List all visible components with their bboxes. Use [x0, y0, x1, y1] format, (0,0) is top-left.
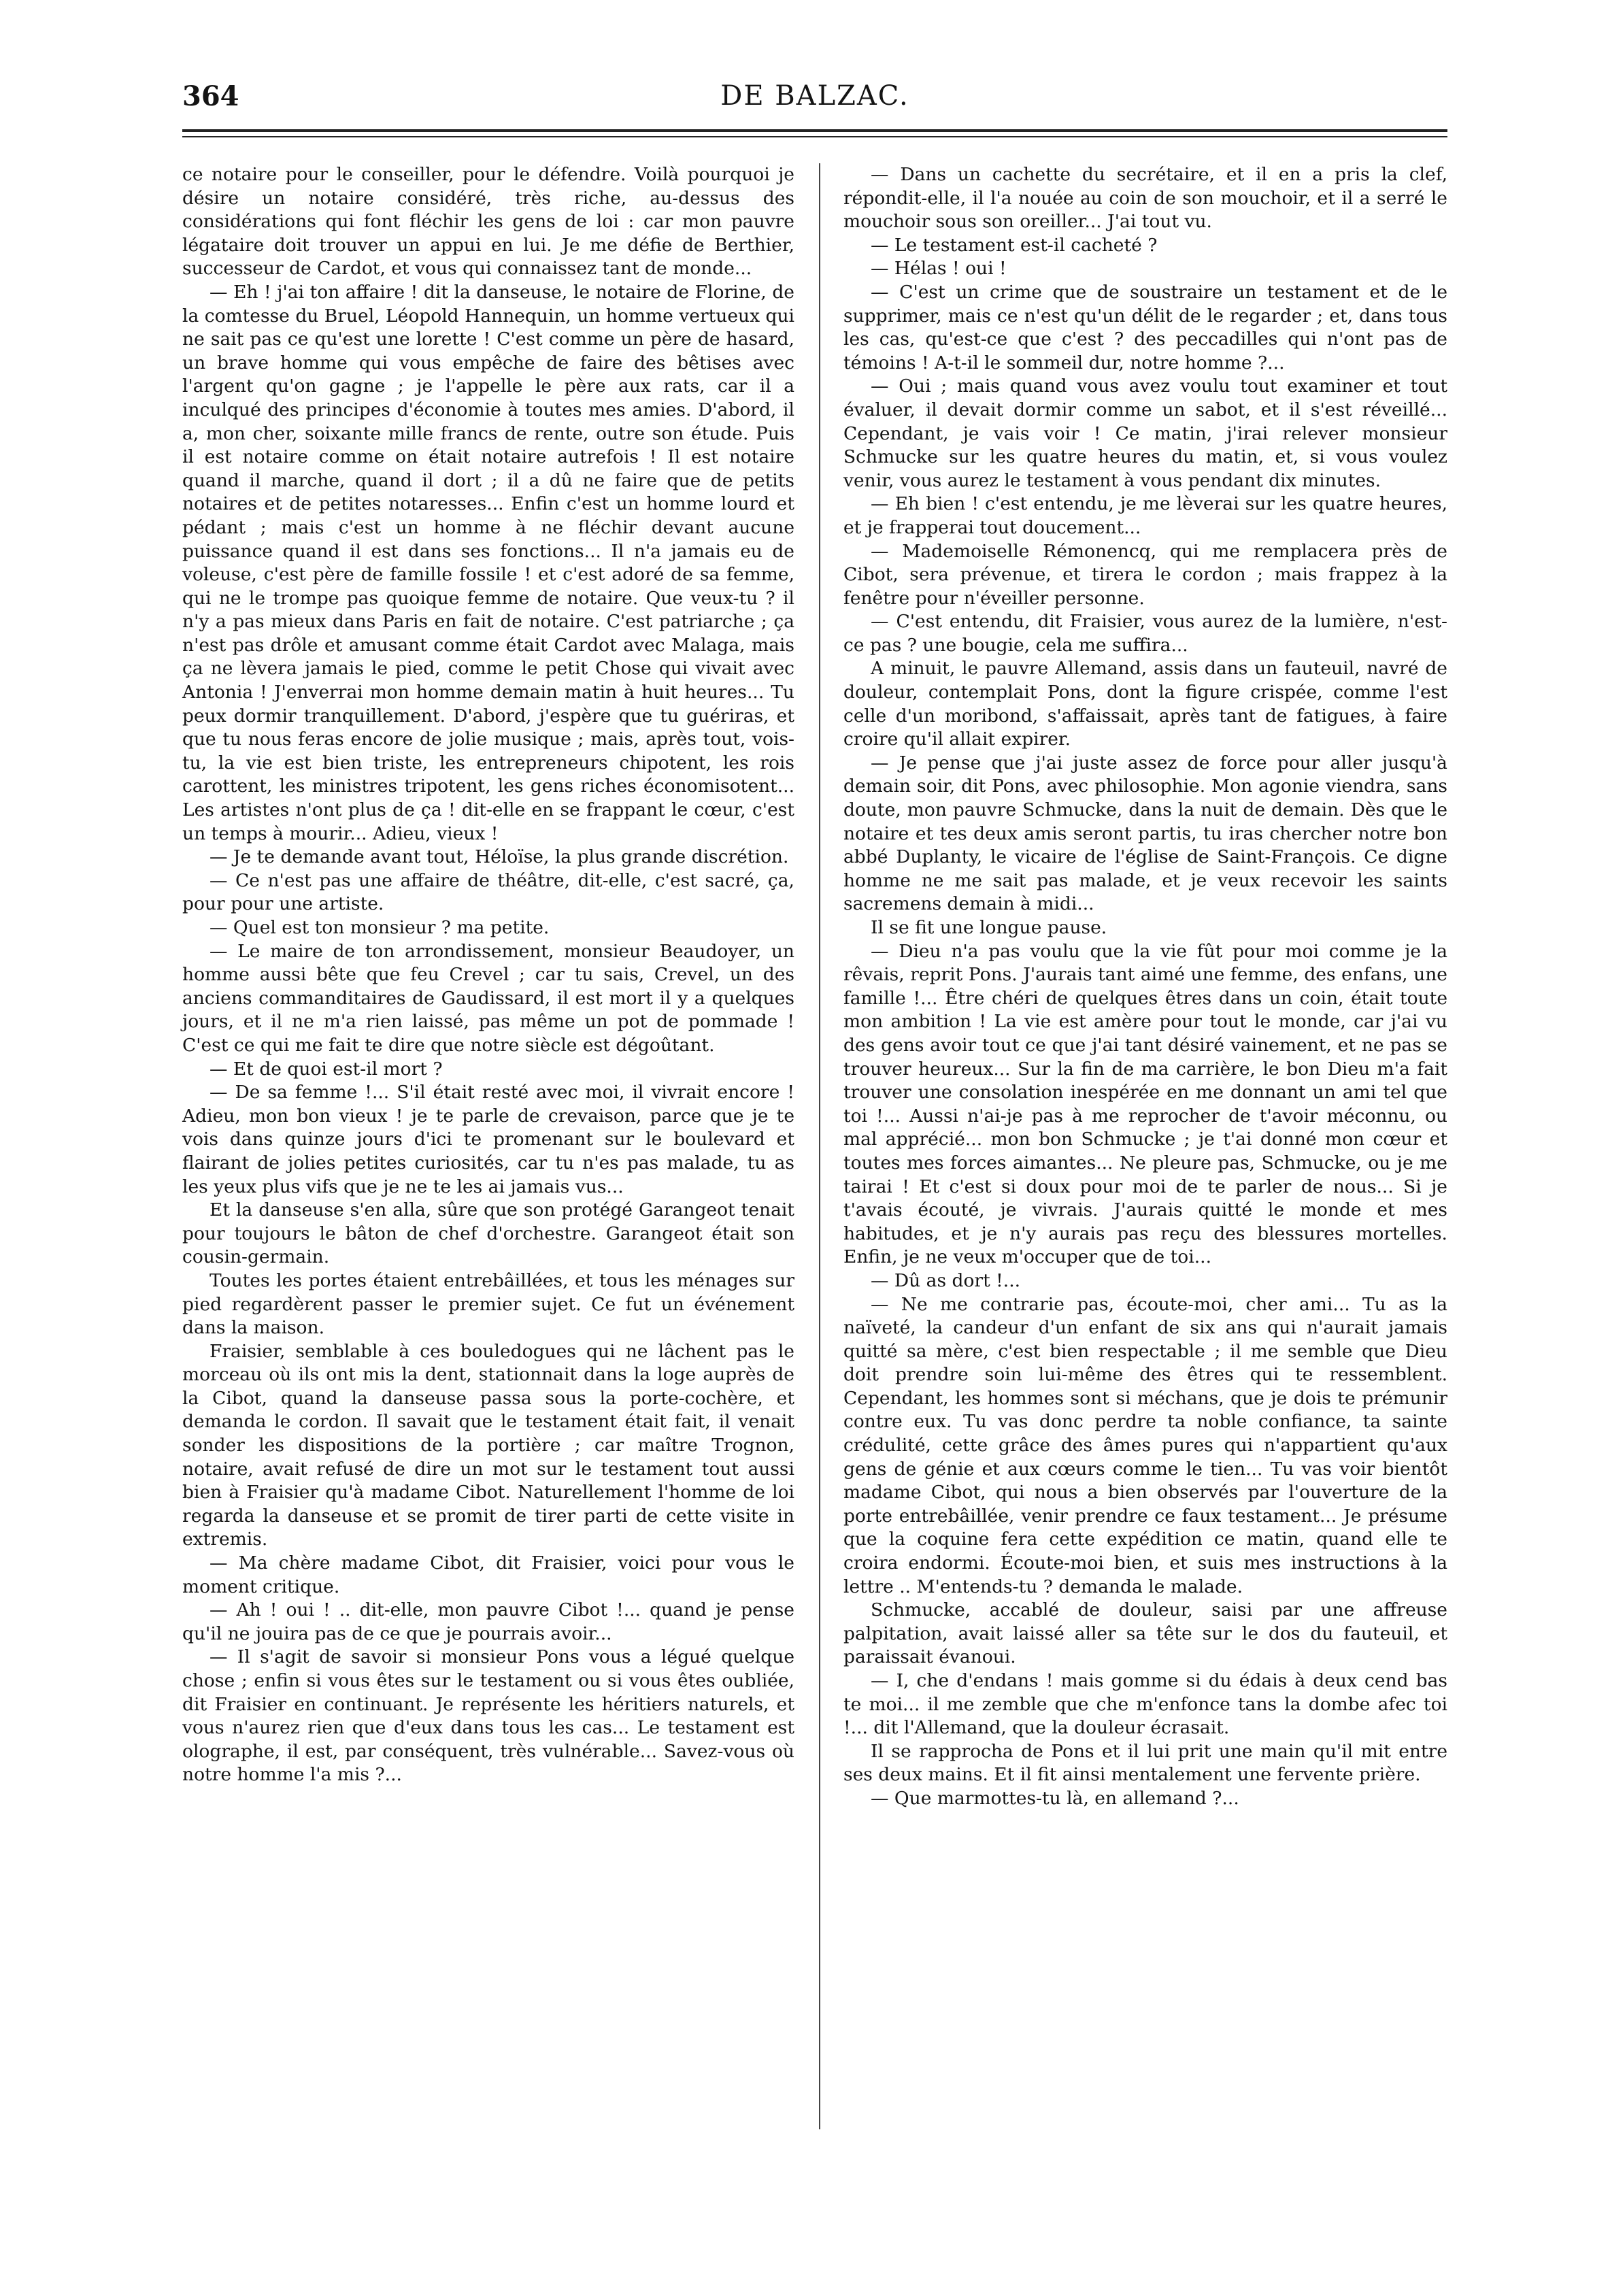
paragraph: — Dû as dort !... [871, 1269, 1021, 1291]
paragraph: — Le testament est-il cacheté ? [871, 234, 1158, 256]
paragraph: — Eh ! j'ai ton affaire ! dit la danseuse, le notaire de Florine, de la comtesse du Bruel, Léopold Hannequin, un homme vertueux qui ne sait pas ce qu'est une lorette ! C'est comme un père de hasard, un brave homme qui vous empêche de faire des bêtises avec l'argent qu'on gagne ; je l'appelle le père aux rats, car il a inculqué des principes d'économie à toutes mes amies. D'abord, il a, mon cher, soixante mille francs de rente, outre son étude. Puis il est notaire comme on était notaire autrefois ! Il est notaire quand il marche, quand il dort ; il a dû ne faire que de petits notaires et de petites notaresses... Enfin c'est un homme lourd et pédant ; mais c'est un homme à ne fléchir devant aucune puissance quand il est dans ses fonctions... Il n'a jamais eu de voleuse, c'est père de famille fossile ! et c'est adoré de sa femme, qui ne le trompe pas quoique femme de notaire. Que veux-tu ? il n'y a pas mieux dans Paris en fait de notaire. C'est patriarche ; ça n'est pas drôle et amusant comme était Cardot avec Malaga, mais ça ne lèvera jamais le pied, comme le petit Chose qui vivait avec Antonia ! J'enverrai mon homme demain matin à huit heures... Tu peux dormir tranquillement. D'abord, j'espère que tu guériras, et que tu nous feras encore de jolie musique ; mais, après tout, vois-tu, la vie est bien triste, les entrepreneurs chipotent, les rois carottent, les ministres tripotent, les gens riches économisotent... Les artistes n'ont plus de ça ! dit-elle en se frappant le cœur, c'est un temps à mourir... Adieu, vieux ! [182, 281, 794, 844]
paragraph: — Et de quoi est-il mort ? [209, 1058, 443, 1080]
paragraph: Schmucke, accablé de douleur, saisi par une affreuse palpitation, avait laissé aller sa tête sur le dos du fauteuil, et paraissait évanoui. [843, 1599, 1447, 1668]
paragraph: — Eh bien ! c'est entendu, je me lèverai sur les quatre heures, et je frapperai tout doucement... [843, 493, 1447, 538]
paragraph: — Dieu n'a pas voulu que la vie fût pour moi comme je la rêvais, reprit Pons. J'aurais tant aimé une femme, des enfans, une famille !... Être chéri de quelques êtres dans un coin, était toute mon ambition ! La vie est amère pour tout le monde, car j'ai vu des gens avoir tout ce que j'ai tant désiré vainement, et ne pas se trouver heureux... Sur la fin de ma carrière, le bon Dieu m'a fait trouver une consolation inespérée en me donnant un ami tel que toi !... Aussi n'ai-je pas à me reprocher de t'avoir méconnu, ou mal apprécié... mon bon Schmucke ; je t'ai donné mon cœur et toutes mes forces aimantes... Ne pleure pas, Schmucke, ou je me tairai ! Et c'est si doux pour moi de te parler de nous... Si je t'avais écouté, je vivrais. J'aurais quitté le monde et mes habitudes, et je n'y aurais pas reçu des blessures mortelles. Enfin, je ne veux m'occuper que de toi... [843, 940, 1447, 1268]
paragraph: — Ma chère madame Cibot, dit Fraisier, voici pour vous le moment critique. [182, 1552, 794, 1597]
left-column [182, 163, 794, 1787]
paragraph: Et la danseuse s'en alla, sûre que son protégé Garangeot tenait pour toujours le bâton de chef d'orchestre. Garangeot était son cousin-germain. [182, 1199, 794, 1268]
paragraph: Fraisier, semblable à ces bouledogues qui ne lâchent pas le morceau où ils ont mis la dent, stationnait dans la loge auprès de la Cibot, quand la danseuse passa sous la porte-cochère, et demanda le cordon. Il savait que le testament était fait, il venait sonder les dispositions de la portière ; car maître Trognon, notaire, avait refusé de dire un mot sur le testament tout aussi bien à Fraisier qu'à madame Cibot. Naturellement l'homme de loi regarda la danseuse et se promit de tirer parti de cette visite in extremis. [182, 1340, 794, 1550]
paragraph: — Le maire de ton arrondissement, monsieur Beaudoyer, un homme aussi bête que feu Crevel ; car tu sais, Crevel, un des anciens commanditaires de Gaudissard, il est mort il y a quelques jours, et il ne m'a rien laissé, pas même un pot de pommade ! C'est ce qui me fait te dire que notre siècle est dégoûtant. [182, 940, 794, 1056]
paragraph: — I, che d'endans ! mais gomme si du édais à deux cend bas te moi... il me zemble que che m'enfonce tans la dombe afec toi !... dit l'Allemand, que la douleur écrasait. [843, 1670, 1447, 1739]
paragraph: — Dans un cachette du secrétaire, et il en a pris la clef, répondit-elle, il l'a nouée au coin de son mouchoir, et il a serré le mouchoir sous son oreiller... J'ai tout vu. [843, 164, 1447, 233]
header-rule-thin [182, 136, 1447, 137]
paragraph: — Quel est ton monsieur ? ma petite. [209, 917, 550, 938]
paragraph: — C'est entendu, dit Fraisier, vous aurez de la lumière, n'est-ce pas ? une bougie, cela me suffira... [843, 611, 1447, 656]
paragraph: — Il s'agit de savoir si monsieur Pons vous a légué quelque chose ; enfin si vous êtes sur le testament ou si vous êtes oubliée, dit Fraisier en continuant. Je représente les héritiers naturels, et vous n'aurez rien que d'eux dans tous les cas... Le testament est olographe, il est, par conséquent, très vulnérable... Savez-vous où notre homme l'a mis ?... [182, 1646, 794, 1786]
paragraph: — Ce n'est pas une affaire de théâtre, dit-elle, c'est sacré, ça, pour pour une artiste. [182, 869, 794, 915]
paragraph: — Oui ; mais quand vous avez voulu tout examiner et tout évaluer, il devait dormir comme un sabot, et il s'est réveillé... Cependant, je vais voir ! Ce matin, j'irai relever monsieur Schmucke sur les quatre heures du matin, et, si vous voulez venir, vous aurez le testament à vous pendant dix minutes. [843, 376, 1447, 491]
running-title: DE BALZAC. [720, 80, 909, 112]
paragraph: — Mademoiselle Rémonencq, qui me remplacera près de Cibot, sera prévenue, et tirera le cordon ; mais frappez à la fenêtre pour n'éveiller personne. [843, 540, 1447, 609]
paragraph: — Je pense que j'ai juste assez de force pour aller jusqu'à demain soir, dit Pons, avec philosophie. Mon agonie viendra, sans doute, mon pauvre Schmucke, dans la nuit de demain. Dès que le notaire et tes deux amis seront partis, tu iras chercher notre bon abbé Duplanty, le vicaire de l'église de Saint-François. Ce digne homme ne me sait pas malade, et je veux recevoir les saints sacremens demain à midi... [843, 752, 1447, 915]
page-number: 364 [182, 80, 239, 112]
paragraph: — Ne me contrarie pas, écoute-moi, cher ami... Tu as la naïveté, la candeur d'un enfant de six ans qui n'aurait jamais quitté sa mère, c'est bien respectable ; il me semble que Dieu doit prendre soin lui-même des êtres qui te ressemblent. Cependant, les hommes sont si méchans, que je dois te prémunir contre eux. Tu vas donc perdre ta noble confiance, ta sainte crédulité, cette grâce des âmes pures qui n'appartient qu'aux gens de génie et aux cœurs comme le tien... Tu vas voir bientôt madame Cibot, qui nous a bien observés par l'ouverture de la porte entrebâillée, venir prendre ce faux testament... Je présume que la coquine fera cette expédition ce matin, quand elle te croira endormi. Écoute-moi bien, et suis mes instructions à la lettre .. M'entends-tu ? demanda le malade. [843, 1293, 1447, 1597]
paragraph: ce notaire pour le conseiller, pour le défendre. Voilà pourquoi je désire un notaire considéré, très riche, au-dessus des considérations qui font fléchir les gens de loi : car mon pauvre légataire doit trouver un appui en lui. Je me défie de Berthier, successeur de Cardot, et vous qui connaissez tant de monde... [182, 164, 794, 280]
paragraph: — De sa femme !... S'il était resté avec moi, il vivrait encore ! Adieu, mon bon vieux ! je te parle de crevaison, parce que je te vois dans quinze jours d'ici te promenant sur le boulevard et flairant de jolies petites curiosités, car tu n'es pas malade, tu as les yeux plus vifs que je ne te les ai jamais vus... [182, 1082, 794, 1197]
paragraph: — C'est un crime que de soustraire un testament et de le supprimer, mais ce n'est qu'un délit de le regarder ; et, dans tous les cas, qu'est-ce que c'est ? des peccadilles qui n'ont pas de témoins ! A-t-il le sommeil dur, notre homme ?... [843, 281, 1447, 373]
page-header [182, 80, 1447, 121]
paragraph: Il se fit une longue pause. [871, 917, 1107, 938]
header-rule-thick [182, 129, 1447, 132]
paragraph: Il se rapprocha de Pons et il lui prit une main qu'il mit entre ses deux mains. Et il fit ainsi mentalement une fervente prière. [843, 1740, 1447, 1786]
column-divider [819, 163, 820, 2129]
paragraph: A minuit, le pauvre Allemand, assis dans un fauteuil, navré de douleur, contemplait Pons, dont la figure crispée, comme l'est celle d'un moribond, s'affaissait, après tant de fatigues, à faire croire qu'il allait expirer. [843, 658, 1447, 750]
paragraph: — Je te demande avant tout, Héloïse, la plus grande discrétion. [209, 846, 789, 868]
paragraph: — Que marmottes-tu là, en allemand ?... [871, 1787, 1239, 1809]
paragraph: Toutes les portes étaient entrebâillées, et tous les ménages sur pied regardèrent passer le premier sujet. Ce fut un événement dans la maison. [182, 1269, 794, 1339]
paragraph: — Ah ! oui ! .. dit-elle, mon pauvre Cibot !... quand je pense qu'il ne jouira pas de ce que je pourrais avoir... [182, 1599, 794, 1644]
right-column [843, 163, 1447, 1811]
paragraph: — Hélas ! oui ! [871, 258, 1007, 280]
